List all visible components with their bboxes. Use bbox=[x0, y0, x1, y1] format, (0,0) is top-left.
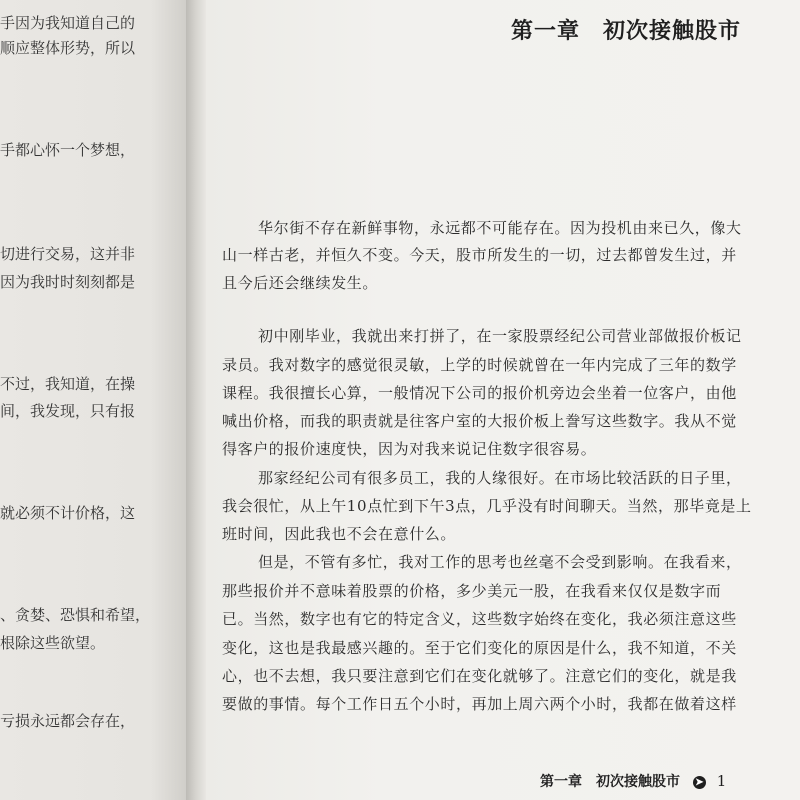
paragraph-line: 那些报价并不意味着股票的价格，多少美元一股，在我看来仅仅是数字而 bbox=[222, 582, 722, 600]
left-line: 顺应整体形势，所以 bbox=[0, 39, 136, 57]
left-line: 就必须不计价格，这 bbox=[0, 504, 136, 522]
paragraph-line: 且今后还会继续发生。 bbox=[222, 274, 379, 292]
left-line: 根除这些欲望。 bbox=[0, 634, 106, 652]
paragraph-line: 班时间，因此我也不会在意什么。 bbox=[222, 525, 457, 543]
paragraph-line: 初中刚毕业，我就出来打拼了，在一家股票经纪公司营业部做报价板记 bbox=[258, 327, 742, 345]
chapter-title: 第一章 初次接触股市 bbox=[511, 18, 742, 44]
paragraph-line: 录员。我对数字的感觉很灵敏，上学的时候就曾在一年内完成了三年的数学 bbox=[222, 356, 737, 374]
paragraph-line: 已。当然，数字也有它的特定含义，这些数字始终在变化，我必须注意这些 bbox=[222, 610, 737, 628]
left-line: 、贪婪、恐惧和希望， bbox=[0, 606, 151, 624]
paragraph-line: 喊出价格，而我的职责就是往客户室的大报价板上誊写这些数字。我从不觉 bbox=[222, 412, 737, 430]
left-line: 亏损永远都会存在， bbox=[0, 712, 136, 730]
paragraph-line: 我会很忙，从上午10点忙到下午3点，几乎没有时间聊天。当然，那毕竟是上 bbox=[222, 497, 752, 515]
book-gutter bbox=[186, 0, 208, 800]
paragraph-line: 得客户的报价速度快，因为对我来说记住数字很容易。 bbox=[222, 440, 597, 458]
left-line: 手因为我知道自己的 bbox=[0, 14, 136, 32]
left-line: 切进行交易，这并非 bbox=[0, 245, 136, 263]
page-number: 1 bbox=[716, 772, 727, 790]
left-line: 因为我时时刻刻都是 bbox=[0, 273, 136, 291]
paragraph-line: 山一样古老，并恒久不变。今天，股市所发生的一切，过去都曾发生过，并 bbox=[222, 246, 737, 264]
paragraph-line: 课程。我很擅长心算，一般情况下公司的报价机旁边会坐着一位客户，由他 bbox=[222, 384, 737, 402]
paragraph-line: 华尔街不存在新鲜事物，永远都不可能存在。因为投机由来已久，像大 bbox=[258, 219, 742, 237]
page-footer bbox=[540, 771, 726, 791]
left-line: 手都心怀一个梦想， bbox=[0, 141, 136, 159]
paragraph-line: 但是，不管有多忙，我对工作的思考也丝毫不会受到影响。在我看来， bbox=[258, 553, 742, 571]
paragraph-line: 心，也不去想，我只要注意到它们在变化就够了。注意它们的变化，就是我 bbox=[222, 667, 737, 685]
paragraph-line: 那家经纪公司有很多员工，我的人缘很好。在市场比较活跃的日子里， bbox=[258, 469, 742, 487]
footer-chapter-label: 第一章 初次接触股市 bbox=[540, 774, 680, 790]
left-line: 不过，我知道，在操 bbox=[0, 375, 136, 393]
right-arrow-circle-icon: ➤ bbox=[693, 776, 706, 789]
left-line: 间，我发现，只有报 bbox=[0, 402, 136, 420]
left-page bbox=[0, 0, 188, 800]
right-page bbox=[206, 0, 800, 800]
paragraph-line: 要做的事情。每个工作日五个小时，再加上周六两个小时，我都在做着这样 bbox=[222, 695, 737, 713]
paragraph-line: 变化，这也是我最感兴趣的。至于它们变化的原因是什么，我不知道，不关 bbox=[222, 639, 737, 657]
